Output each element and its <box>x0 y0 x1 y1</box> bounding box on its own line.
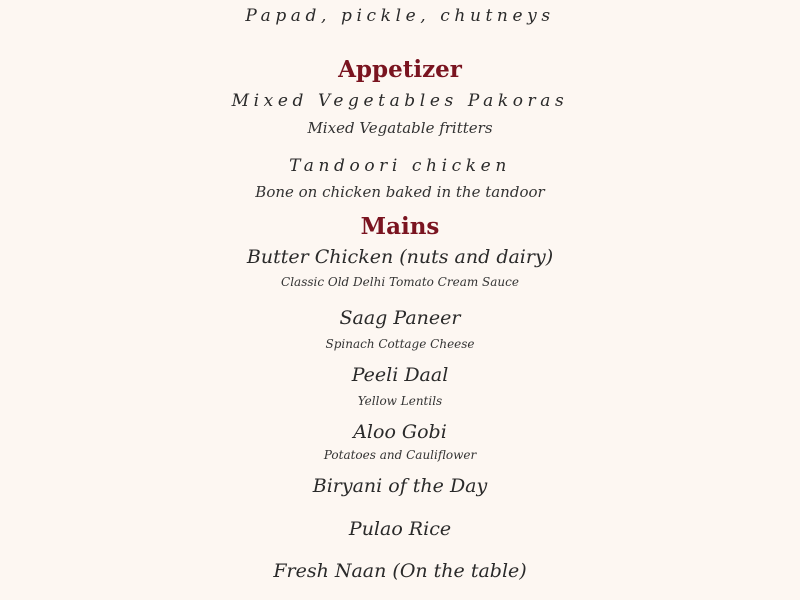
menu-item-name: Butter Chicken (nuts and dairy) <box>246 246 554 268</box>
menu-item-description: Bone on chicken baked in the tandoor <box>255 183 545 201</box>
menu-item-description: Spinach Cottage Cheese <box>325 337 475 351</box>
menu-item-description: Mixed Vegatable fritters <box>307 119 493 137</box>
section-title-mains: Mains <box>360 213 440 240</box>
menu-item-name: Tandoori chicken <box>289 156 511 176</box>
section-title-appetizer: Appetizer <box>338 56 462 83</box>
menu-item-description: Potatoes and Cauliflower <box>323 448 477 462</box>
menu-item-name: Fresh Naan (On the table) <box>273 560 527 582</box>
menu-item-name: Pulao Rice <box>348 518 452 540</box>
menu-item-description: Yellow Lentils <box>357 394 443 408</box>
menu-item-name: Biryani of the Day <box>312 475 488 497</box>
menu-item-description: Classic Old Delhi Tomato Cream Sauce <box>281 275 519 289</box>
menu-item-name: Mixed Vegetables Pakoras <box>231 91 569 111</box>
intro-line-condiments: Papad, pickle, chutneys <box>245 6 555 26</box>
menu-item-name: Saag Paneer <box>339 307 461 329</box>
menu-item-name: Aloo Gobi <box>353 421 447 443</box>
menu-item-name: Peeli Daal <box>351 364 449 386</box>
